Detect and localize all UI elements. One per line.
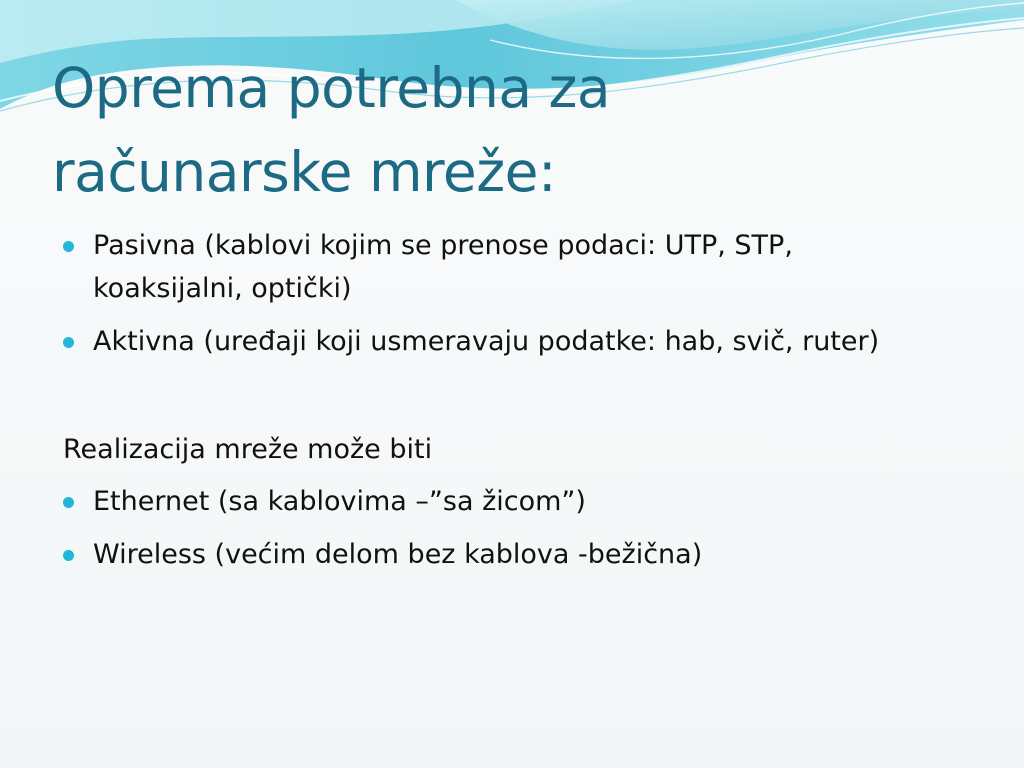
bullet-dot <box>63 497 74 508</box>
bullet-dot <box>63 550 74 561</box>
intro-text: Realizacija mreže može biti <box>63 434 433 465</box>
bullet-text-line: koaksijalni, optički) <box>93 273 352 304</box>
bullet-dot <box>63 337 74 348</box>
bullet-item <box>63 533 993 576</box>
bullet-text-line: Ethernet (sa kablovima –”sa žicom”) <box>93 486 586 517</box>
bullet-item <box>63 224 993 310</box>
bullet-dot <box>63 241 74 252</box>
slide-title-line: Oprema potrebna za <box>52 56 611 120</box>
bullet-item <box>63 480 993 523</box>
bullet-text-line: Aktivna (uređaji koji usmeravaju podatke: hab, svič, ruter) <box>93 326 880 357</box>
bullet-text-line: Wireless (većim delom bez kablova -bežična) <box>93 539 703 570</box>
slide-title-line: računarske mreže: <box>52 140 557 204</box>
bullet-text-line: Pasivna (kablovi kojim se prenose podaci: UTP, STP, <box>93 230 793 261</box>
bullet-item <box>63 320 993 363</box>
